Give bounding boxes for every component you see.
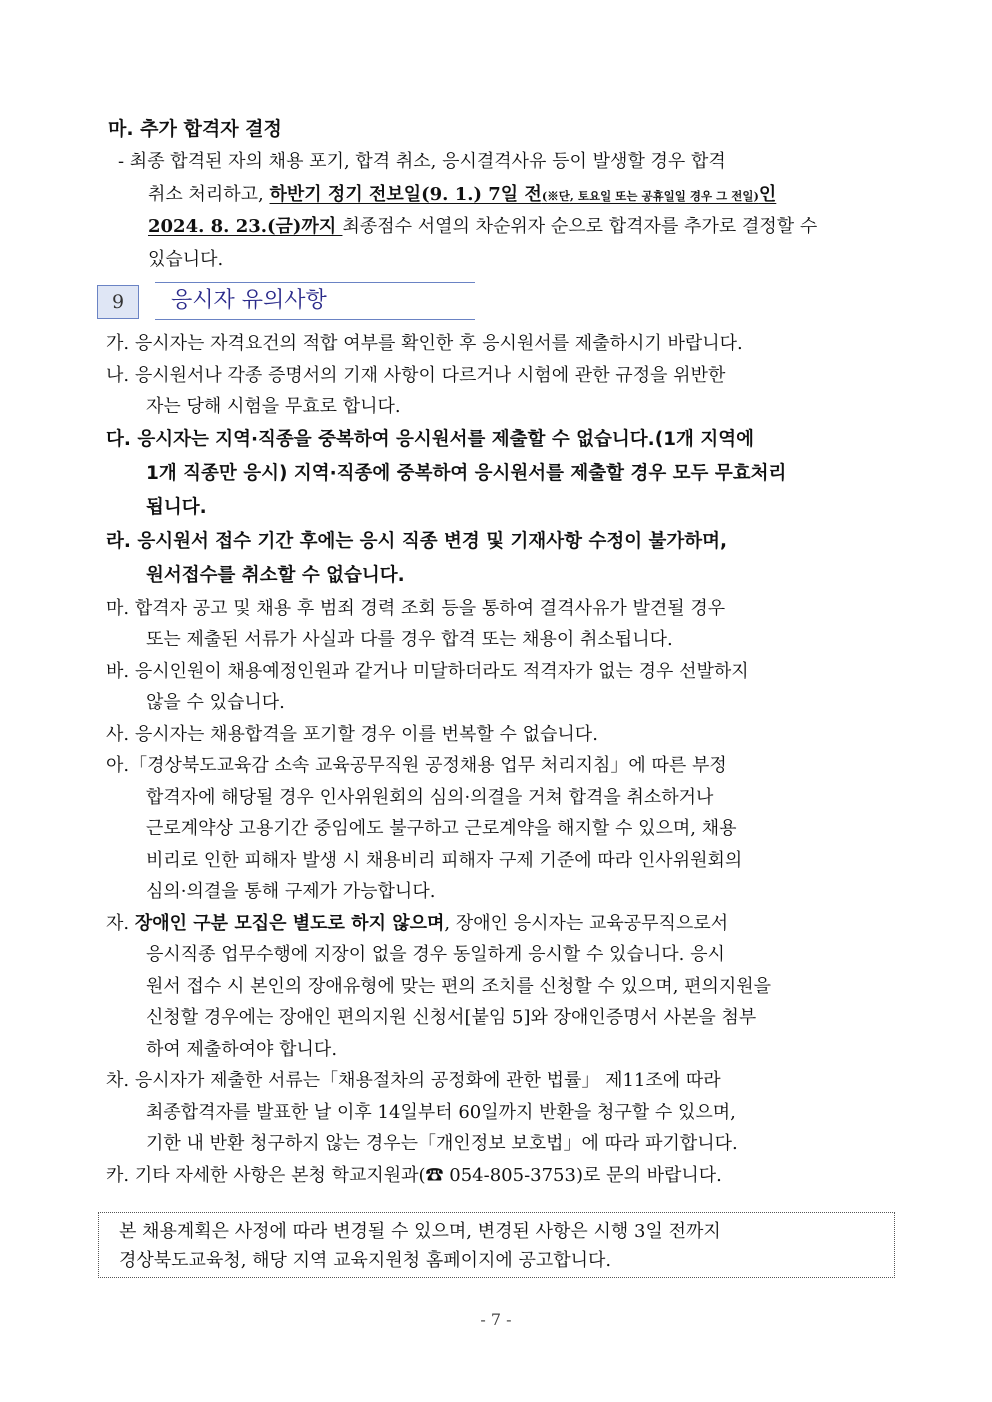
list-item-line: 1개 직종만 응시) 지역·직종에 중복하여 응시원서를 제출할 경우 모두 무효처리 [146,462,787,484]
list-item-ba [106,656,898,719]
list-item-na [106,360,898,423]
section-ma-line-1: - 최종 합격된 자의 채용 포기, 합격 취소, 응시결격사유 등이 발생할 경우 합격 [118,151,726,172]
section-title: 응시자 유의사항 [155,282,475,320]
section-ma-line-2 [118,179,898,212]
text-span: , 장애인 응시자는 교육공무직으로서 [444,912,729,934]
list-item-line: 다. 응시자는 지역·직종을 중복하여 응시원서를 제출할 수 없습니다.(1개 지역에 [106,428,754,450]
list-item-ma [106,593,898,656]
notice-line-1: 본 채용계획은 사정에 따라 변경될 수 있으며, 변경된 사항은 시행 3일 전까지 [119,1221,721,1242]
list-item-line: 차. 응시자가 제출한 서류는「채용절차의 공정화에 관한 법률」 제11조에 따라 [106,1070,721,1091]
underlined-deadline-text: 2024. 8. 23.(금)까지 [148,216,343,237]
bold-text: 장애인 구분 모집은 별도로 하지 않으며 [134,912,445,934]
item-prefix: 자. [106,912,135,934]
list-item-line: 라. 응시원서 접수 기간 후에는 응시 직종 변경 및 기재사항 수정이 불가하며, [106,530,728,552]
underlined-footnote-text: (※단, 토요일 또는 공휴일일 경우 그 전일) [541,188,759,203]
list-item-line: 아.「경상북도교육감 소속 교육공무직원 공정채용 업무 처리지침」에 따른 부정 [106,755,727,776]
list-item-line: 최종합격자를 발표한 날 이후 14일부터 60일까지 반환을 청구할 수 있으며, [146,1101,736,1123]
notice-box [98,1212,895,1278]
section-ma-line-4: 있습니다. [148,248,224,270]
list-item-line: 신청할 경우에는 장애인 편의지원 신청서[붙임 5]와 장애인증명서 사본을 첨부 [146,1007,757,1028]
list-item-line: 심의·의결을 통해 구제가 가능합니다. [146,881,436,902]
list-item-sa [106,719,898,751]
list-item-line: 합격자에 해당될 경우 인사위원회의 심의·의결을 거쳐 합격을 취소하거나 [146,786,714,808]
list-item-a [106,750,898,908]
list-item-line: 사. 응시자는 채용합격을 포기할 경우 이를 번복할 수 없습니다. [106,723,598,745]
text-span: 취소 처리하고, [148,183,270,205]
list-item-line: 원서 접수 시 본인의 장애유형에 맞는 편의 조치를 신청할 수 있으며, 편의지원을 [146,975,772,997]
list-item-da [106,423,898,525]
section-number-box: 9 [97,285,139,319]
list-item-line: 않을 수 있습니다. [146,692,285,713]
list-item-line: 카. 기타 자세한 사항은 본청 학교지원과(☎ 054-805-3753)로 문의 바랍니다. [106,1164,722,1186]
list-item-ja [106,908,898,1066]
notice-list [106,328,898,1191]
underlined-date-text: 하반기 정기 전보일(9. 1.) 7일 전 [269,183,542,205]
section-ma-paragraph [118,146,898,276]
list-item-line: 가. 응시자는 자격요건의 적합 여부를 확인한 후 응시원서를 제출하시기 바랍니다. [106,333,743,354]
list-item-line: 비리로 인한 피해자 발생 시 채용비리 피해자 구제 기준에 따라 인사위원회의 [146,849,743,871]
list-item-line: 나. 응시원서나 각종 증명서의 기재 사항이 다르거나 시험에 관한 규정을 위반한 [106,364,726,386]
section-ma-line-3 [118,211,898,244]
list-item-cha [106,1065,898,1160]
list-item-line [106,908,898,940]
list-item-line: 응시직종 업무수행에 지장이 없을 경우 동일하게 응시할 수 있습니다. 응시 [146,944,725,965]
list-item-ga [106,328,898,360]
list-item-ka [106,1160,898,1192]
section-ma-heading: 마. 추가 합격자 결정 [108,118,282,140]
list-item-line: 근로계약상 고용기간 중임에도 불구하고 근로계약을 해지할 수 있으며, 채용 [146,818,737,839]
list-item-line: 마. 합격자 공고 및 채용 후 범죄 경력 조회 등을 통하여 결격사유가 발견될 경우 [106,597,726,619]
list-item-line: 또는 제출된 서류가 사실과 다를 경우 합격 또는 채용이 취소됩니다. [146,629,673,650]
list-item-line: 하여 제출하여야 합니다. [146,1038,338,1060]
list-item-line: 원서접수를 취소할 수 없습니다. [146,564,405,586]
underlined-text: 인 [758,183,777,205]
list-item-line: 자는 당해 시험을 무효로 합니다. [146,396,401,417]
page-number: - 7 - [480,1310,512,1329]
list-item-line: 됩니다. [146,496,207,518]
notice-line-2: 경상북도교육청, 해당 지역 교육지원청 홈페이지에 공고합니다. [119,1250,612,1271]
list-item-ra [106,525,898,593]
list-item-line: 기한 내 반환 청구하지 않는 경우는「개인정보 보호법」에 따라 파기합니다. [146,1133,738,1154]
text-span: 최종점수 서열의 차순위자 순으로 합격자를 추가로 결정할 수 [342,216,818,237]
list-item-line: 바. 응시인원이 채용예정인원과 같거나 미달하더라도 적격자가 없는 경우 선발하지 [106,660,749,682]
